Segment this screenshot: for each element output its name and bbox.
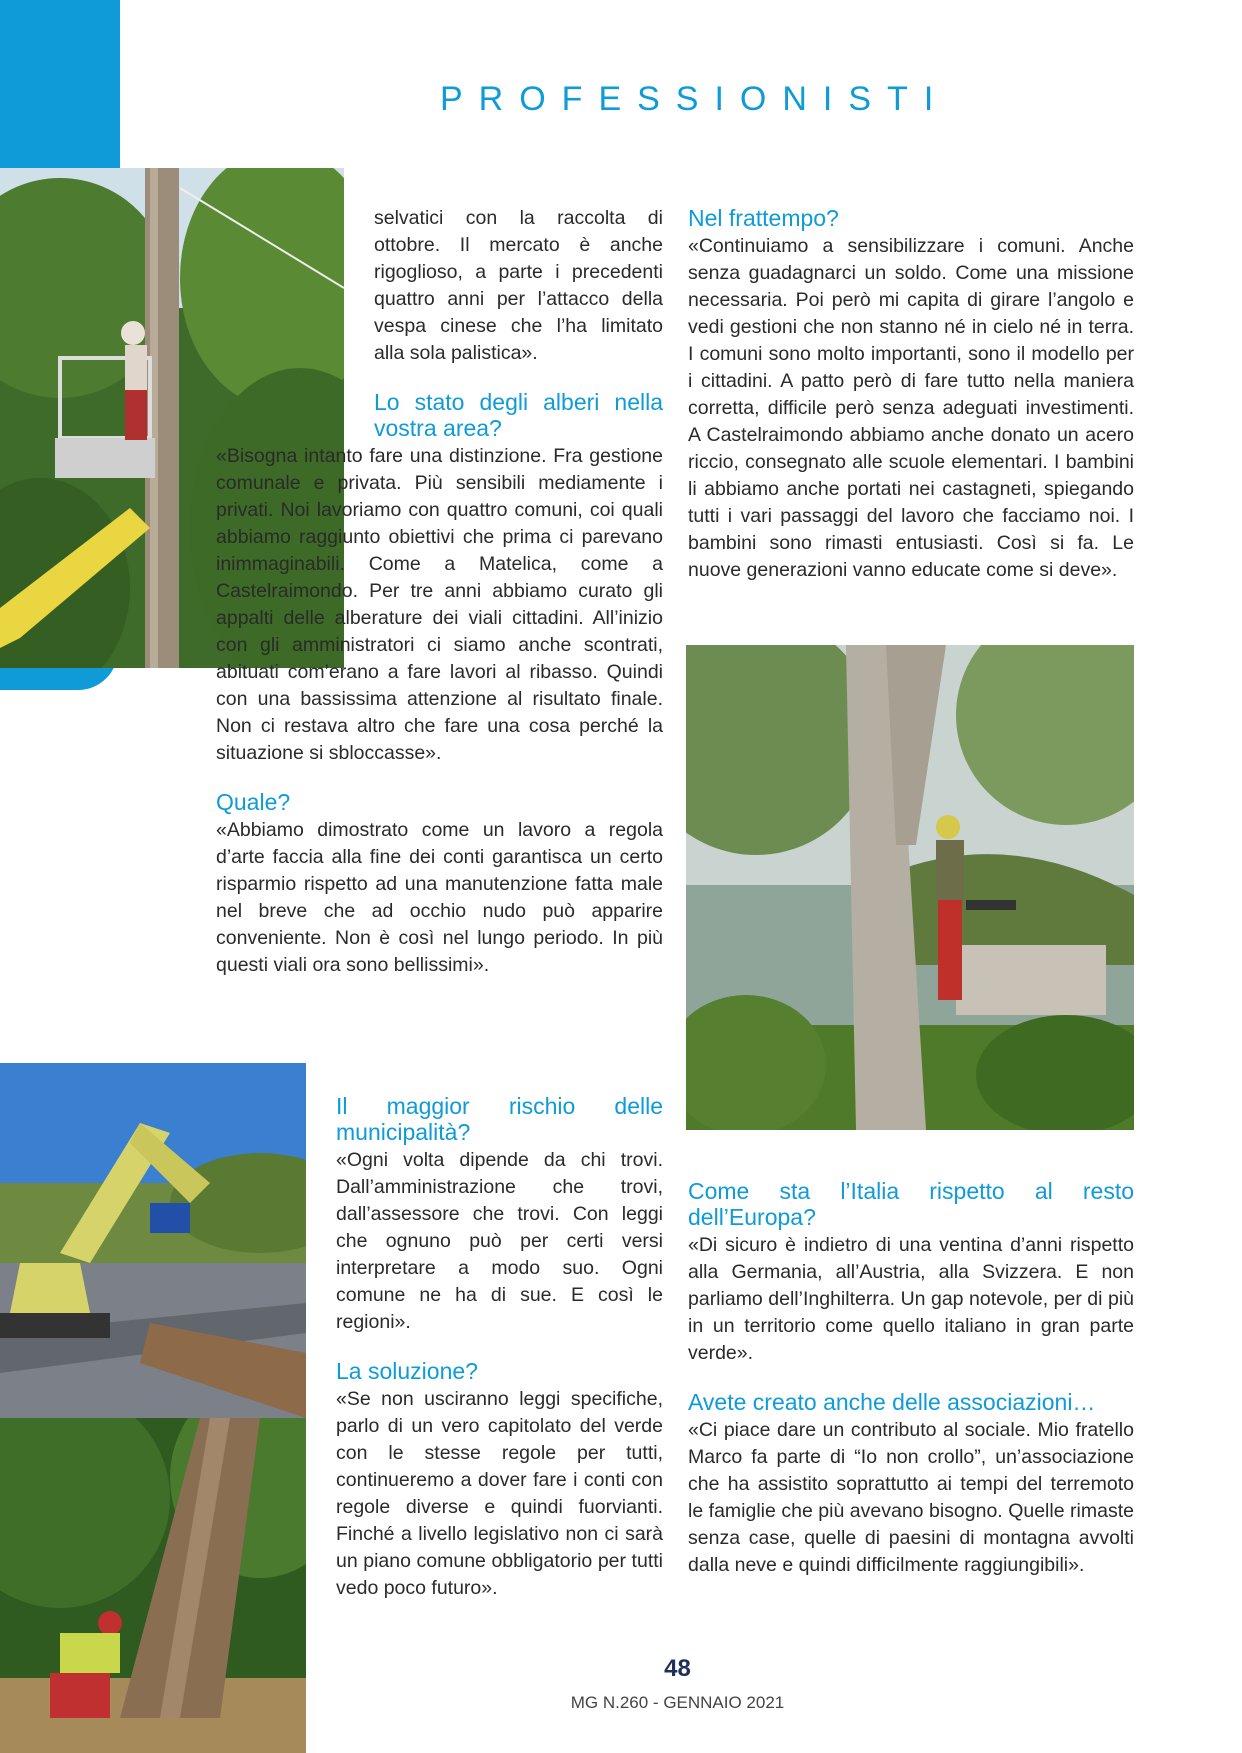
question-heading: Il maggior rischio delle municipalità? (336, 1093, 663, 1145)
photo-tree-climber (686, 645, 1134, 1130)
photo-excavator (0, 1063, 306, 1418)
answer-text: «Ogni volta dipende da chi trovi. Dall’amministrazione che trovi, dall’assessore che trovi. Con leggi che ognuno può per certi versi interpretare a modo suo. Ogni comune ne ha di sue. E così le regioni». (336, 1149, 663, 1333)
answer-text: «Se non usciranno leggi specifiche, parlo di un vero capitolato del verde con le stesse regole per tutti, continueremo a dover fare i conti con regole diverse e quindi fuorvianti. Finché a livello legislativo non ci sarà un piano comune obbligatorio per tutti vedo poco futuro». (336, 1388, 663, 1599)
right-column-bottom (688, 1178, 1134, 1579)
answer-text: «Ci piace dare un contributo al sociale. Mio fratello Marco fa parte di “Io non crollo”, un’associazione che ha assistito soprattutto ai tempi del terremoto le famiglie che più avevano bisogno. Quelle rimaste senza case, quelle di paesini di montagna avvolti dalla neve e quindi difficilmente raggiungibili». (688, 1419, 1134, 1576)
question-heading: La soluzione? (336, 1358, 478, 1384)
left-column (216, 205, 663, 979)
qa-block (374, 389, 663, 441)
answer-text: «Abbiamo dimostrato come un lavoro a regola d’arte faccia alla fine dei conti garantisca un certo risparmio rispetto ad una manutenzione fatta male nel breve che ad occhio nudo può apparire conveniente. Non è così nel lungo periodo. In più questi viali ora sono bellissimi». (216, 819, 663, 976)
right-column-top (688, 205, 1134, 584)
left-lower-column (336, 1093, 663, 1602)
blue-corner-tab (0, 0, 120, 170)
left-intro: selvatici con la raccolta di ottobre. Il mercato è anche rigoglioso, a parte i precedenti quattro anni per l’attacco della vespa cinese che l’ha limitato alla sola palistica». (374, 207, 663, 364)
answer-text: «Continuiamo a sensibilizzare i comuni. Anche senza guadagnarci un soldo. Come una missione necessaria. Poi però mi capita di girare l’angolo e vedi gestioni che non stanno né in cielo né in terra. I comuni sono molto importanti, sono il modello per i cittadini. A patto però di fare tutto nella maniera corretta, difficile però senza adeguati investimenti. A Castelraimondo abbiamo anche donato un acero riccio, consegnato alle scuole elementari. I bambini li abbiamo anche portati nei castagneti, spiegando tutti i vari passaggi del lavoro che facciamo noi. I bambini sono rimasti entusiasti. Così si fa. Le nuove generazioni vanno educate come si deve». (688, 235, 1134, 581)
question-heading: Avete creato anche delle associazioni… (688, 1389, 1096, 1415)
answer-text: «Bisogna intanto fare una distinzione. Fra gestione comunale e privata. Più sensibili mediamente i privati. Noi lavoriamo con quattro comuni, coi quali abbiamo raggiunto obiettivi che prima ci parevano inimmaginabili. Come a Matelica, come a Castelraimondo. Per tre anni abbiamo curato gli appalti delle alberature dei viali cittadini. All’inizio con gli amministratori ci siamo anche scontrati, abituati com’erano a fare lavori al ribasso. Quindi con una bassissima attenzione al risultato finale. Non ci restava altro che fare una cosa perché la situazione si sbloccasse». (216, 445, 663, 764)
question-heading: Nel frattempo? (688, 205, 839, 231)
question-heading: Lo stato degli alberi nella vostra area? (374, 389, 663, 441)
issue-footer: MG N.260 - GENNAIO 2021 (570, 1693, 785, 1712)
answer-text: «Di sicuro è indietro di una ventina d’anni rispetto alla Germania, all’Austria, alla Svizzera. E non parliamo dell’Inghilterra. Un gap notevole, per di più in un territorio come quello italiano in gran parte verde». (688, 1234, 1134, 1364)
page-number: 48 (664, 1655, 691, 1682)
section-title: PROFESSIONISTI (440, 80, 950, 118)
question-heading: Come sta l’Italia rispetto al resto dell’Europa? (688, 1178, 1134, 1230)
question-heading: Quale? (216, 789, 291, 815)
